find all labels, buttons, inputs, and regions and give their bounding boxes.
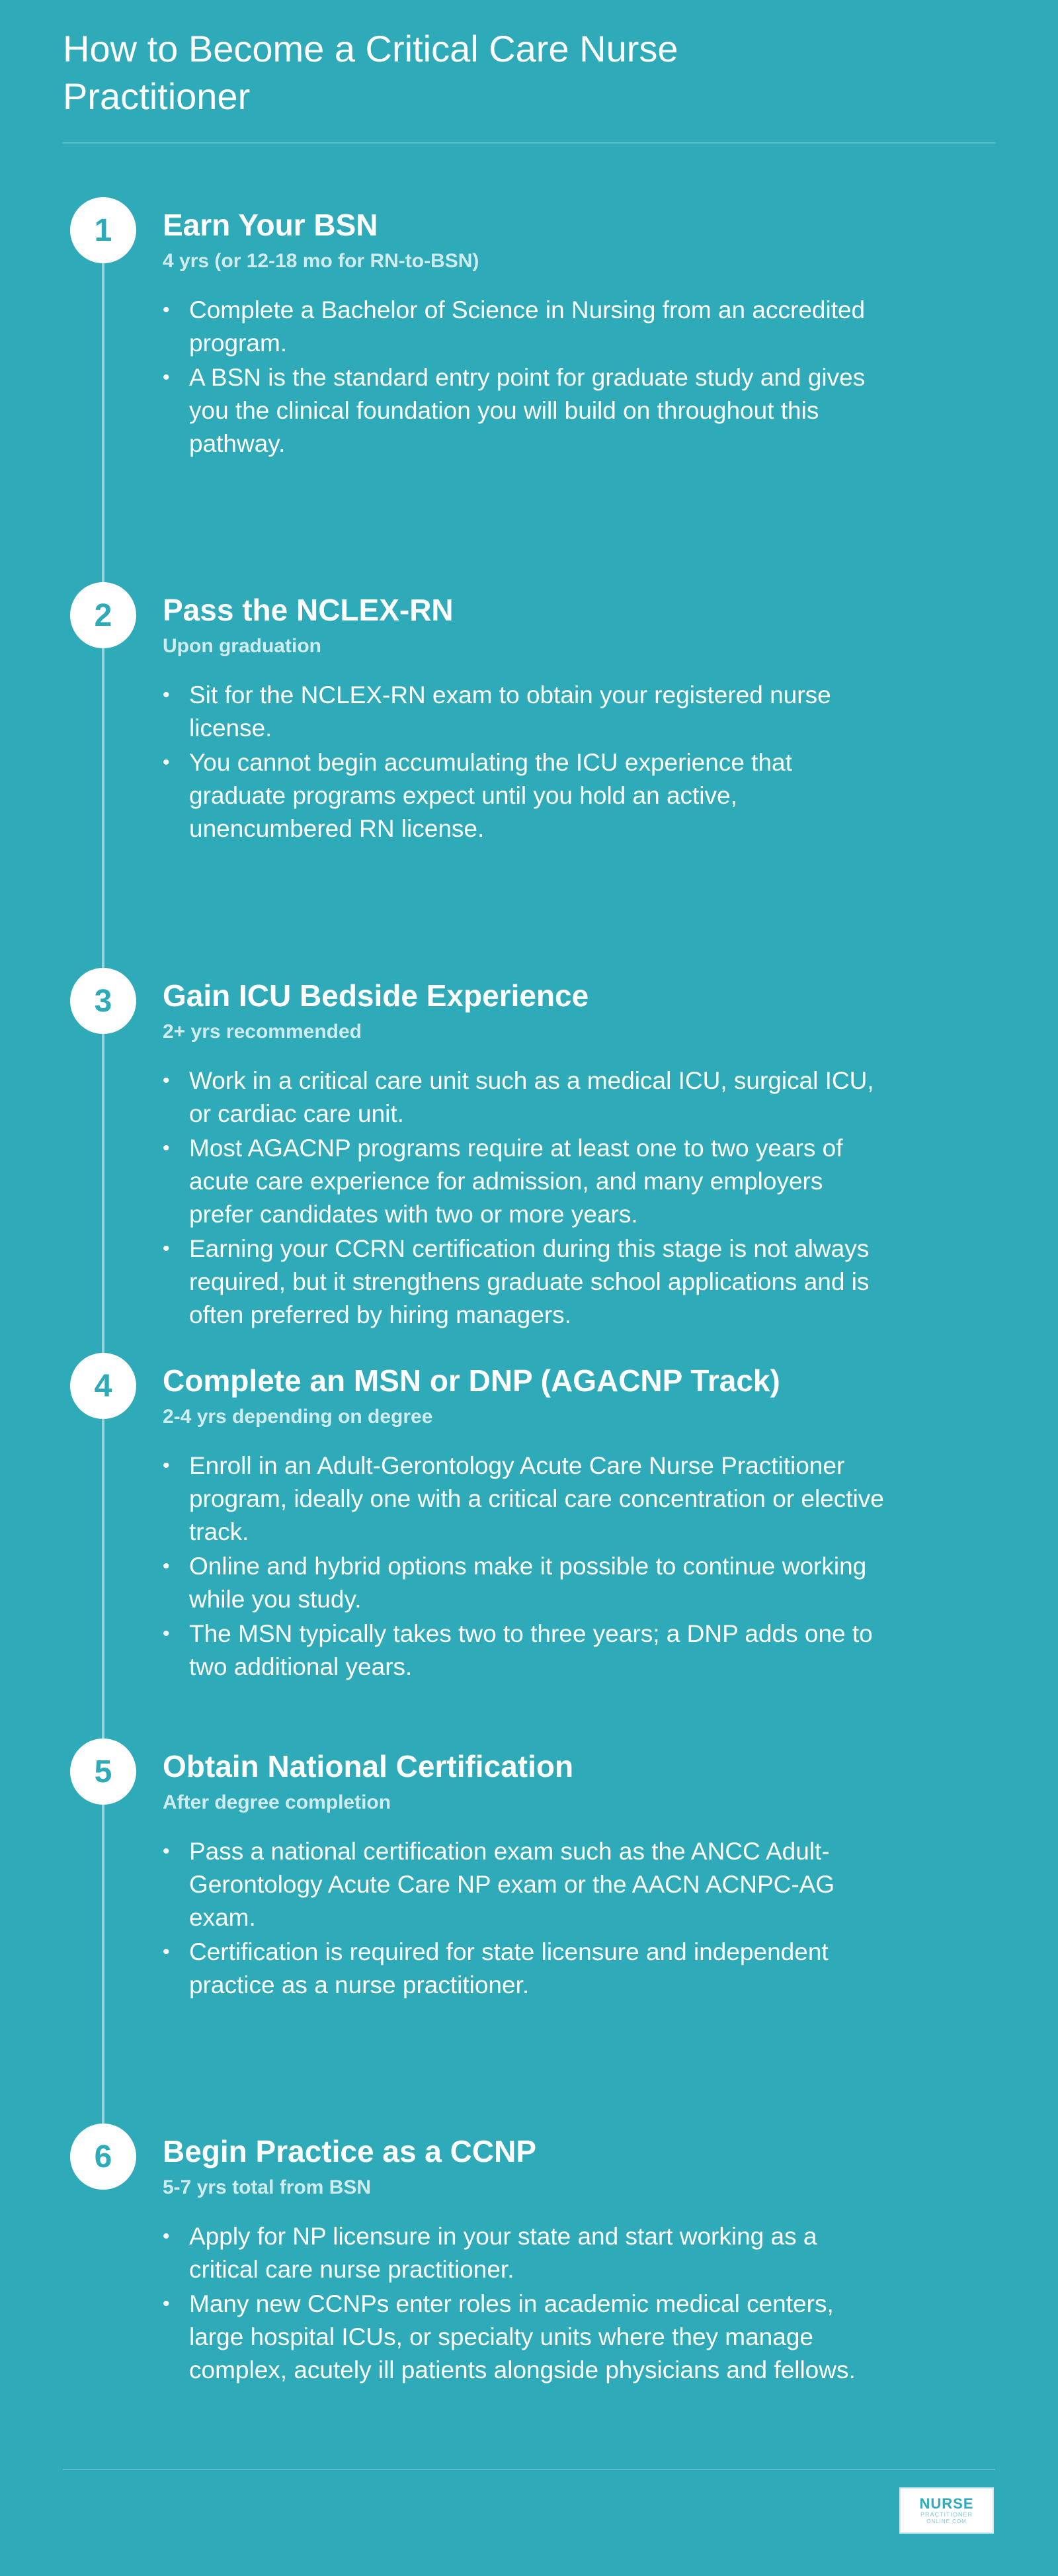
bullet-item: • Work in a critical care unit such as a medical ICU, surgical ICU, or cardiac care unit. <box>163 1064 890 1131</box>
bullet-item: • You cannot begin accumulating the ICU experience that graduate programs expect until you hold an active, unencumbered RN license. <box>163 746 890 845</box>
step-content <box>163 1362 890 1685</box>
bullet-item: • Earning your CCRN certification during this stage is not always required, but it strengthens graduate school applications and is often preferred by hiring managers. <box>163 1232 890 1332</box>
step-content <box>163 206 890 462</box>
step-duration: After degree completion <box>163 1791 391 1813</box>
bullet-item: • Enroll in an Adult-Gerontology Acute Care Nurse Practitioner program, ideally one with a critical care concentration or elective track. <box>163 1449 890 1549</box>
step-number-circle: 2 <box>70 582 136 648</box>
step-bullets <box>163 1449 890 1684</box>
step-duration: 2-4 yrs depending on degree <box>163 1406 433 1428</box>
step-title: Complete an MSN or DNP (AGACNP Track) <box>163 1363 780 1398</box>
bullet-item: • Sit for the NCLEX-RN exam to obtain your registered nurse license. <box>163 679 890 745</box>
step-bullets <box>163 1064 890 1332</box>
logo-line-1: NURSE <box>919 2495 974 2512</box>
step-number-circle: 5 <box>70 1739 136 1805</box>
bullet-item: • Many new CCNPs enter roles in academic medical centers, large hospital ICUs, or specialty units where they manage complex, acutely ill patients alongside physicians and fellows. <box>163 2288 890 2387</box>
step-duration: 2+ yrs recommended <box>163 1021 362 1043</box>
step-title: Obtain National Certification <box>163 1749 574 1783</box>
step-content <box>163 2133 890 2388</box>
step-title: Begin Practice as a CCNP <box>163 2134 537 2168</box>
step-title: Pass the NCLEX-RN <box>163 593 454 627</box>
step-number-circle: 4 <box>70 1353 136 1419</box>
step-bullets <box>163 294 890 460</box>
step-bullets <box>163 1835 890 2002</box>
logo-line-3: ONLINE.COM <box>926 2518 967 2524</box>
bottom-divider <box>63 2469 995 2470</box>
page-title: How to Become a Critical Care Nurse Practitioner <box>63 28 678 117</box>
step-number-circle: 1 <box>70 197 136 263</box>
bullet-item: • A BSN is the standard entry point for graduate study and gives you the clinical foundation you will build on throughout this pathway. <box>163 361 890 460</box>
step-bullets <box>163 2220 890 2387</box>
step-duration: 4 yrs (or 12-18 mo for RN-to-BSN) <box>163 250 479 272</box>
bullet-item: • Apply for NP licensure in your state and start working as a critical care nurse practitioner. <box>163 2220 890 2286</box>
step-number-circle: 6 <box>70 2124 136 2190</box>
logo-line-2: PRACTITIONER <box>920 2511 973 2518</box>
bullet-item: • The MSN typically takes two to three years; a DNP adds one to two additional years. <box>163 1617 890 1684</box>
bullet-item: • Certification is required for state licensure and independent practice as a nurse practitioner. <box>163 1936 890 2002</box>
bullet-item: • Complete a Bachelor of Science in Nursing from an accredited program. <box>163 294 890 360</box>
step-content <box>163 977 890 1333</box>
step-content <box>163 591 890 847</box>
bullet-item: • Online and hybrid options make it possible to continue working while you study. <box>163 1550 890 1616</box>
step-duration: 5-7 yrs total from BSN <box>163 2176 372 2198</box>
brand-logo[interactable] <box>899 2487 994 2534</box>
step-number-circle: 3 <box>70 968 136 1034</box>
timeline-line <box>102 228 104 2167</box>
step-bullets <box>163 679 890 845</box>
step-title: Gain ICU Bedside Experience <box>163 978 589 1013</box>
bullet-item: • Most AGACNP programs require at least one to two years of acute care experience for admission, and many employers prefer candidates with two or more years. <box>163 1132 890 1231</box>
step-content <box>163 1748 890 2003</box>
bullet-item: • Pass a national certification exam such as the ANCC Adult-Gerontology Acute Care NP exam or the AACN ACNPC-AG exam. <box>163 1835 890 1934</box>
step-title: Earn Your BSN <box>163 208 378 242</box>
top-divider <box>63 142 995 144</box>
step-duration: Upon graduation <box>163 635 321 657</box>
